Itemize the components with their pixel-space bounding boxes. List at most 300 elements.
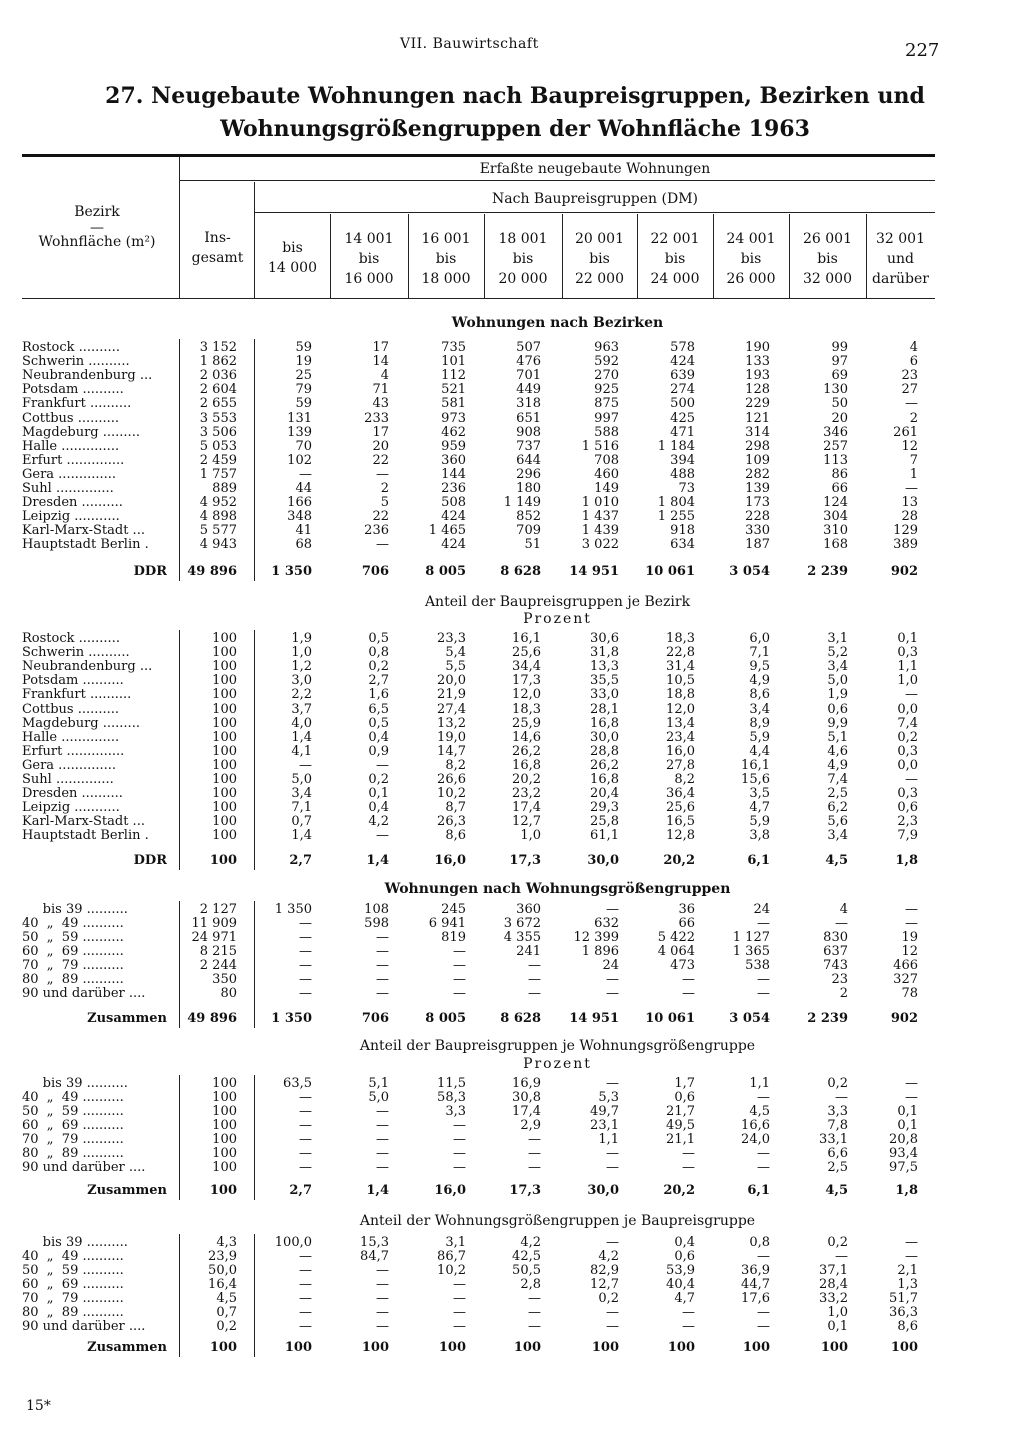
cell-price-group-3: 10,2 — [437, 1263, 466, 1278]
cell-price-group-5: 1,1 — [598, 1132, 619, 1147]
cell-price-group-9: — — [905, 772, 918, 787]
row-label: Dresden .......... — [22, 787, 123, 802]
cell-price-group-5: 25,8 — [590, 814, 619, 830]
cell-price-group-5: — — [606, 1076, 619, 1091]
cell-price-group-1: 25 — [295, 368, 312, 384]
section-col-rule — [254, 1075, 255, 1200]
cell-price-group-8: 20 — [831, 410, 848, 426]
table-row — [22, 1147, 935, 1161]
cell-price-group-9: 389 — [893, 537, 918, 553]
cell-price-group-2: — — [376, 1104, 389, 1119]
cell-insgesamt: 100 — [212, 701, 237, 717]
cell-price-group-6: — — [682, 1146, 695, 1161]
row-label: Erfurt .............. — [22, 744, 125, 759]
cell-price-group-7: 17,6 — [741, 1291, 770, 1306]
cell-price-group-1: — — [299, 958, 312, 973]
cell-price-group-3: — — [453, 1132, 466, 1147]
cell-price-group-4: — — [528, 986, 541, 1001]
cell-price-group-2: — — [376, 828, 389, 844]
cell-price-group-1: 4,1 — [291, 743, 312, 759]
cell-price-group-4: 3 672 — [503, 916, 541, 931]
cell-price-group-1: 1 350 — [271, 1011, 312, 1026]
cell-price-group-8: — — [835, 1090, 848, 1105]
cell-price-group-9: 12 — [901, 944, 918, 959]
cell-price-group-1: 100 — [284, 1340, 312, 1355]
table-row — [22, 524, 935, 538]
cell-price-group-1: 139 — [287, 424, 312, 440]
cell-insgesamt: 1 862 — [199, 354, 237, 370]
cell-price-group-4: 8 628 — [500, 564, 541, 579]
cell-price-group-6: 394 — [670, 452, 695, 468]
row-label: 60 „ 69 .......... — [22, 1278, 124, 1292]
cell-price-group-8: 2 — [839, 986, 848, 1001]
cell-price-group-1: 19 — [295, 354, 312, 370]
table-row — [22, 1105, 935, 1119]
header-rule-erfasste — [180, 180, 935, 181]
cell-price-group-2: 706 — [361, 564, 389, 579]
row-label: Suhl .............. — [22, 482, 114, 496]
cell-price-group-2: — — [376, 930, 389, 945]
table-row — [22, 917, 935, 931]
cell-price-group-7: 3 054 — [729, 1011, 770, 1026]
cell-price-group-7: 298 — [745, 438, 770, 454]
total-label: Zusammen — [87, 1012, 167, 1026]
row-label: Schwerin .......... — [22, 355, 130, 370]
cell-price-group-9: 2,3 — [897, 814, 918, 830]
cell-price-group-7: 5,9 — [749, 814, 770, 830]
cell-price-group-9: 0,3 — [897, 743, 918, 759]
cell-price-group-8: 2,5 — [827, 1160, 848, 1175]
row-label: Frankfurt .......... — [22, 397, 132, 412]
cell-price-group-7: — — [757, 1319, 770, 1334]
cell-price-group-2: — — [376, 1132, 389, 1147]
cell-price-group-5: 30,0 — [587, 853, 619, 868]
cell-price-group-8: 2 239 — [807, 564, 848, 579]
cell-price-group-7: 187 — [745, 537, 770, 553]
cell-insgesamt: 100 — [212, 1104, 237, 1119]
row-label: Rostock .......... — [22, 632, 120, 646]
row-label: Gera .............. — [22, 467, 117, 482]
cell-price-group-4: 20,2 — [512, 772, 541, 787]
cell-price-group-6: 12,0 — [666, 701, 695, 717]
section-title: Anteil der Baupreisgruppen je Wohnungsgrößengruppe — [359, 1038, 756, 1054]
cell-price-group-9: 0,3 — [897, 645, 918, 661]
title-line-1: 27. Neugebaute Wohnungen nach Baupreisgruppen, Bezirken und — [105, 83, 925, 109]
cell-price-group-7: 139 — [745, 481, 770, 496]
cell-price-group-3: 236 — [441, 481, 466, 496]
section-col-rule — [254, 339, 255, 581]
cell-price-group-2: 4 — [380, 368, 389, 384]
table-row — [22, 1119, 935, 1133]
cell-price-group-9: 0,0 — [897, 757, 918, 773]
table-title — [60, 80, 970, 146]
cell-price-group-8: 637 — [823, 944, 848, 959]
cell-price-group-8: 99 — [831, 340, 848, 355]
cell-price-group-8: 113 — [823, 452, 848, 468]
cell-price-group-5: — — [606, 1319, 619, 1334]
price-group-header-2: 14 001 bis 16 000 — [344, 231, 394, 287]
cell-price-group-3: 101 — [441, 354, 466, 370]
cell-price-group-8: 4,5 — [825, 1183, 848, 1198]
cell-price-group-2: — — [376, 757, 389, 773]
cell-price-group-6: 473 — [670, 958, 695, 973]
cell-price-group-5: 632 — [594, 916, 619, 931]
cell-price-group-6: 10,5 — [666, 673, 695, 689]
cell-price-group-5: 1 437 — [581, 509, 619, 525]
row-label: Halle .............. — [22, 730, 120, 745]
cell-insgesamt: 1 757 — [199, 466, 237, 482]
cell-price-group-9: 7,9 — [897, 828, 918, 844]
cell-price-group-1: — — [299, 930, 312, 945]
cell-price-group-3: 13,2 — [437, 715, 466, 731]
cell-price-group-4: 852 — [516, 509, 541, 525]
cell-price-group-9: 0,0 — [897, 701, 918, 717]
cell-price-group-9: 7 — [909, 452, 918, 468]
cell-price-group-5: 963 — [594, 340, 619, 355]
cell-price-group-6: 10 061 — [645, 564, 695, 579]
cell-price-group-2: 14 — [372, 354, 389, 370]
cell-price-group-6: — — [682, 1319, 695, 1334]
cell-insgesamt: 100 — [209, 1340, 237, 1355]
cell-price-group-8: 5,0 — [827, 673, 848, 689]
cell-insgesamt: 100 — [212, 645, 237, 661]
cell-price-group-9: 466 — [893, 958, 918, 973]
cell-price-group-5: 30,0 — [587, 1183, 619, 1198]
price-group-header-1: bis 14 000 — [268, 240, 317, 276]
cell-insgesamt: 23,9 — [208, 1249, 237, 1264]
cell-price-group-2: 0,5 — [368, 715, 389, 731]
row-label: 70 „ 79 .......... — [22, 1292, 124, 1306]
row-label: bis 39 .......... — [22, 903, 128, 917]
cell-price-group-6: 27,8 — [666, 757, 695, 773]
cell-insgesamt: 2 036 — [199, 368, 237, 384]
cell-price-group-6: 21,1 — [666, 1132, 695, 1147]
cell-price-group-5: 28,8 — [590, 743, 619, 759]
cell-insgesamt: 2 459 — [199, 452, 237, 468]
cell-price-group-2: 236 — [364, 523, 389, 539]
cell-insgesamt: 100 — [212, 814, 237, 830]
cell-price-group-9: 2 — [909, 410, 918, 426]
table-row — [22, 1306, 935, 1320]
cell-insgesamt: 100 — [209, 853, 237, 868]
cell-price-group-3: 14,7 — [437, 743, 466, 759]
cell-price-group-1: 166 — [287, 495, 312, 511]
row-label: Cottbus .......... — [22, 411, 120, 426]
cell-price-group-7: 4,4 — [749, 743, 770, 759]
cell-price-group-4: 26,2 — [512, 743, 541, 759]
cell-price-group-6: 18,8 — [666, 687, 695, 703]
row-label: 40 „ 49 .......... — [22, 1091, 124, 1105]
cell-price-group-8: 97 — [831, 354, 848, 370]
section-subtitle: Prozent — [523, 611, 592, 627]
cell-price-group-7: 128 — [745, 382, 770, 398]
cell-price-group-7: 330 — [745, 523, 770, 539]
cell-price-group-6: 274 — [670, 382, 695, 398]
cell-price-group-6: 20,2 — [663, 853, 695, 868]
table-row — [22, 1320, 935, 1334]
cell-price-group-4: — — [528, 972, 541, 987]
cell-price-group-9: 1,1 — [897, 659, 918, 675]
cell-price-group-3: 58,3 — [437, 1090, 466, 1105]
cell-price-group-4: — — [528, 1146, 541, 1161]
baupreisgruppen-header: Nach Baupreisgruppen (DM) — [492, 191, 698, 207]
table-row — [22, 945, 935, 959]
cell-insgesamt: 2 244 — [199, 958, 237, 973]
cell-price-group-2: 1,4 — [366, 853, 389, 868]
row-label: Magdeburg ......... — [22, 425, 140, 440]
cell-price-group-4: 18,3 — [512, 701, 541, 717]
cell-price-group-7: 16,1 — [741, 757, 770, 773]
table-row — [22, 973, 935, 987]
cell-insgesamt: 100 — [212, 1160, 237, 1175]
cell-insgesamt: 4 952 — [199, 495, 237, 511]
total-label: Zusammen — [87, 1341, 167, 1355]
section-col-rule — [179, 1234, 180, 1357]
cell-insgesamt: 100 — [212, 715, 237, 731]
cell-price-group-4: 100 — [513, 1340, 541, 1355]
cell-price-group-3: 8,2 — [445, 757, 466, 773]
cell-price-group-2: — — [376, 537, 389, 553]
cell-price-group-1: — — [299, 1160, 312, 1175]
row-label: 90 und darüber .... — [22, 1161, 146, 1175]
cell-price-group-3: 8,6 — [445, 828, 466, 844]
cell-price-group-8: 69 — [831, 368, 848, 384]
cell-price-group-5: — — [606, 986, 619, 1001]
stub-header-bezirk: Bezirk — [74, 204, 120, 220]
row-label: 80 „ 89 .......... — [22, 973, 124, 987]
cell-price-group-7: 228 — [745, 509, 770, 525]
cell-price-group-7: — — [757, 1249, 770, 1264]
cell-price-group-1: 3,0 — [291, 673, 312, 689]
cell-price-group-4: 17,3 — [509, 853, 541, 868]
cell-price-group-3: — — [453, 1160, 466, 1175]
cell-price-group-3: — — [453, 1291, 466, 1306]
cell-price-group-7: 109 — [745, 452, 770, 468]
cell-price-group-7: 6,0 — [749, 631, 770, 646]
cell-price-group-6: 100 — [667, 1340, 695, 1355]
row-label: Leipzig ........... — [22, 801, 120, 816]
cell-price-group-7: 8,9 — [749, 715, 770, 731]
table-row — [22, 1133, 935, 1147]
cell-price-group-1: 1,4 — [291, 729, 312, 745]
stub-divider — [179, 156, 180, 298]
cell-price-group-1: 1,9 — [291, 631, 312, 646]
cell-insgesamt: 100 — [212, 1090, 237, 1105]
cell-price-group-5: 149 — [594, 481, 619, 496]
table-row — [22, 1278, 935, 1292]
cell-price-group-8: 0,2 — [827, 1235, 848, 1250]
cell-price-group-1: — — [299, 1263, 312, 1278]
cell-price-group-2: 233 — [364, 410, 389, 426]
cell-insgesamt: 100 — [212, 687, 237, 703]
cell-price-group-7: 15,6 — [741, 772, 770, 787]
cell-price-group-6: — — [682, 986, 695, 1001]
cell-price-group-8: 5,6 — [827, 814, 848, 830]
cell-price-group-2: 5 — [380, 495, 389, 511]
cell-price-group-9: 78 — [901, 986, 918, 1001]
cell-price-group-3: 360 — [441, 452, 466, 468]
cell-price-group-2: — — [376, 958, 389, 973]
cell-insgesamt: 4,3 — [216, 1235, 237, 1250]
price-group-header-4: 18 001 bis 20 000 — [498, 231, 548, 287]
table-row — [22, 703, 935, 717]
cell-price-group-5: — — [606, 1305, 619, 1320]
cell-price-group-5: 14 951 — [569, 564, 619, 579]
cell-price-group-3: 86,7 — [437, 1249, 466, 1264]
cell-price-group-6: 36,4 — [666, 786, 695, 802]
row-label: Potsdam .......... — [22, 674, 124, 689]
cell-price-group-4: 709 — [516, 523, 541, 539]
cell-price-group-7: 24 — [753, 902, 770, 917]
cell-price-group-5: 31,8 — [590, 645, 619, 661]
cell-insgesamt: 49 896 — [187, 1011, 237, 1026]
row-label: Rostock .......... — [22, 341, 120, 355]
cell-price-group-9: 8,6 — [897, 1319, 918, 1334]
row-label: 70 „ 79 .......... — [22, 1133, 124, 1147]
row-label: 40 „ 49 .......... — [22, 1250, 124, 1264]
cell-price-group-7: 538 — [745, 958, 770, 973]
cell-price-group-6: 578 — [670, 340, 695, 355]
row-label: 70 „ 79 .......... — [22, 959, 124, 973]
cell-price-group-3: 5,4 — [445, 645, 466, 661]
cell-price-group-2: 1,4 — [366, 1183, 389, 1198]
cell-price-group-7: 4,9 — [749, 673, 770, 689]
row-label: 80 „ 89 .......... — [22, 1306, 124, 1320]
row-label: Halle .............. — [22, 439, 120, 454]
cell-price-group-5: 20,4 — [590, 786, 619, 802]
section-col-rule — [179, 339, 180, 581]
table-row — [22, 369, 935, 383]
cell-price-group-1: — — [299, 1132, 312, 1147]
cell-price-group-7: 6,1 — [747, 1183, 770, 1198]
cell-price-group-1: — — [299, 1319, 312, 1334]
table-row — [22, 759, 935, 773]
table-row — [22, 496, 935, 510]
header-top-rule — [22, 154, 935, 157]
cell-price-group-3: 11,5 — [437, 1076, 466, 1091]
cell-price-group-1: 2,2 — [291, 687, 312, 703]
cell-price-group-1: — — [299, 1291, 312, 1306]
cell-price-group-1: 79 — [295, 382, 312, 398]
cell-price-group-8: 6,2 — [827, 800, 848, 816]
cell-price-group-4: 2,8 — [520, 1277, 541, 1292]
cell-price-group-7: 3,8 — [749, 828, 770, 844]
table-row — [22, 426, 935, 440]
cell-price-group-2: 22 — [372, 452, 389, 468]
table-row — [22, 341, 935, 355]
cell-insgesamt: 889 — [212, 481, 237, 496]
cell-price-group-1: 0,7 — [291, 814, 312, 830]
row-label: 50 „ 59 .......... — [22, 1105, 124, 1119]
price-group-header-7: 24 001 bis 26 000 — [726, 231, 776, 287]
cell-price-group-7: — — [757, 986, 770, 1001]
cell-insgesamt: 0,2 — [216, 1319, 237, 1334]
cell-price-group-4: 50,5 — [512, 1263, 541, 1278]
cell-price-group-4: 644 — [516, 452, 541, 468]
price-group-header-5: 20 001 bis 22 000 — [575, 231, 624, 287]
cell-price-group-5: 875 — [594, 396, 619, 412]
cell-price-group-1: 1,0 — [291, 645, 312, 661]
cell-insgesamt: 100 — [212, 1118, 237, 1133]
table-row — [22, 454, 935, 468]
cell-price-group-5: 592 — [594, 354, 619, 370]
cell-price-group-4: — — [528, 1291, 541, 1306]
cell-price-group-6: 471 — [670, 424, 695, 440]
row-label: Schwerin .......... — [22, 646, 130, 661]
cell-price-group-9: 261 — [893, 424, 918, 440]
cell-insgesamt: 4 898 — [199, 509, 237, 525]
cell-price-group-3: 19,0 — [437, 729, 466, 745]
table-row — [22, 440, 935, 454]
table-row — [22, 815, 935, 829]
cell-price-group-4: 17,4 — [512, 1104, 541, 1119]
cell-price-group-2: — — [376, 1319, 389, 1334]
cell-price-group-1: 102 — [287, 452, 312, 468]
cell-price-group-3: 112 — [441, 368, 466, 384]
cell-price-group-1: — — [299, 1090, 312, 1105]
cell-price-group-3: — — [453, 944, 466, 959]
cell-price-group-9: 6 — [909, 354, 918, 370]
cell-price-group-2: 0,8 — [368, 645, 389, 661]
cell-insgesamt: 100 — [212, 1132, 237, 1147]
cell-price-group-5: 0,2 — [598, 1291, 619, 1306]
cell-price-group-5: 12,7 — [590, 1277, 619, 1292]
cell-price-group-1: 3,4 — [291, 786, 312, 802]
cell-price-group-5: 29,3 — [590, 800, 619, 816]
cell-price-group-7: 229 — [745, 396, 770, 412]
cell-price-group-7: 8,6 — [749, 687, 770, 703]
cell-insgesamt: 11 909 — [191, 916, 237, 931]
cell-price-group-7: — — [757, 1305, 770, 1320]
cell-price-group-2: 0,5 — [368, 631, 389, 646]
cell-price-group-4: 16,8 — [512, 757, 541, 773]
cell-price-group-8: 3,4 — [827, 659, 848, 675]
cell-price-group-2: 2,7 — [368, 673, 389, 689]
cell-price-group-2: — — [376, 1291, 389, 1306]
cell-insgesamt: 24 971 — [191, 930, 237, 945]
cell-price-group-9: 902 — [890, 1011, 918, 1026]
row-label: bis 39 .......... — [22, 1077, 128, 1091]
cell-price-group-8: 5,1 — [827, 729, 848, 745]
cell-price-group-2: 20 — [372, 438, 389, 454]
cell-price-group-2: 0,1 — [368, 786, 389, 802]
cell-price-group-7: 4,7 — [749, 800, 770, 816]
cell-price-group-9: 1,3 — [897, 1277, 918, 1292]
cell-price-group-1: — — [299, 916, 312, 931]
cell-price-group-8: — — [835, 1249, 848, 1264]
row-label: Hauptstadt Berlin . — [22, 538, 149, 553]
cell-price-group-1: 348 — [287, 509, 312, 525]
cell-price-group-4: 4,2 — [520, 1235, 541, 1250]
cell-price-group-5: 708 — [594, 452, 619, 468]
cell-price-group-6: 8,2 — [674, 772, 695, 787]
cell-insgesamt: 100 — [212, 786, 237, 802]
table-row — [22, 688, 935, 702]
cell-insgesamt: 100 — [212, 659, 237, 675]
cell-price-group-8: 4 — [839, 902, 848, 917]
cell-price-group-1: 1 350 — [274, 902, 312, 917]
cell-price-group-1: — — [299, 1249, 312, 1264]
cell-price-group-6: 49,5 — [666, 1118, 695, 1133]
cell-price-group-3: 100 — [438, 1340, 466, 1355]
cell-price-group-5: 24 — [602, 958, 619, 973]
cell-price-group-3: 245 — [441, 902, 466, 917]
section-col-rule — [254, 630, 255, 870]
cell-price-group-5: 30,6 — [590, 631, 619, 646]
cell-price-group-2: 15,3 — [360, 1235, 389, 1250]
cell-price-group-1: 1 350 — [271, 564, 312, 579]
table-row — [22, 468, 935, 482]
